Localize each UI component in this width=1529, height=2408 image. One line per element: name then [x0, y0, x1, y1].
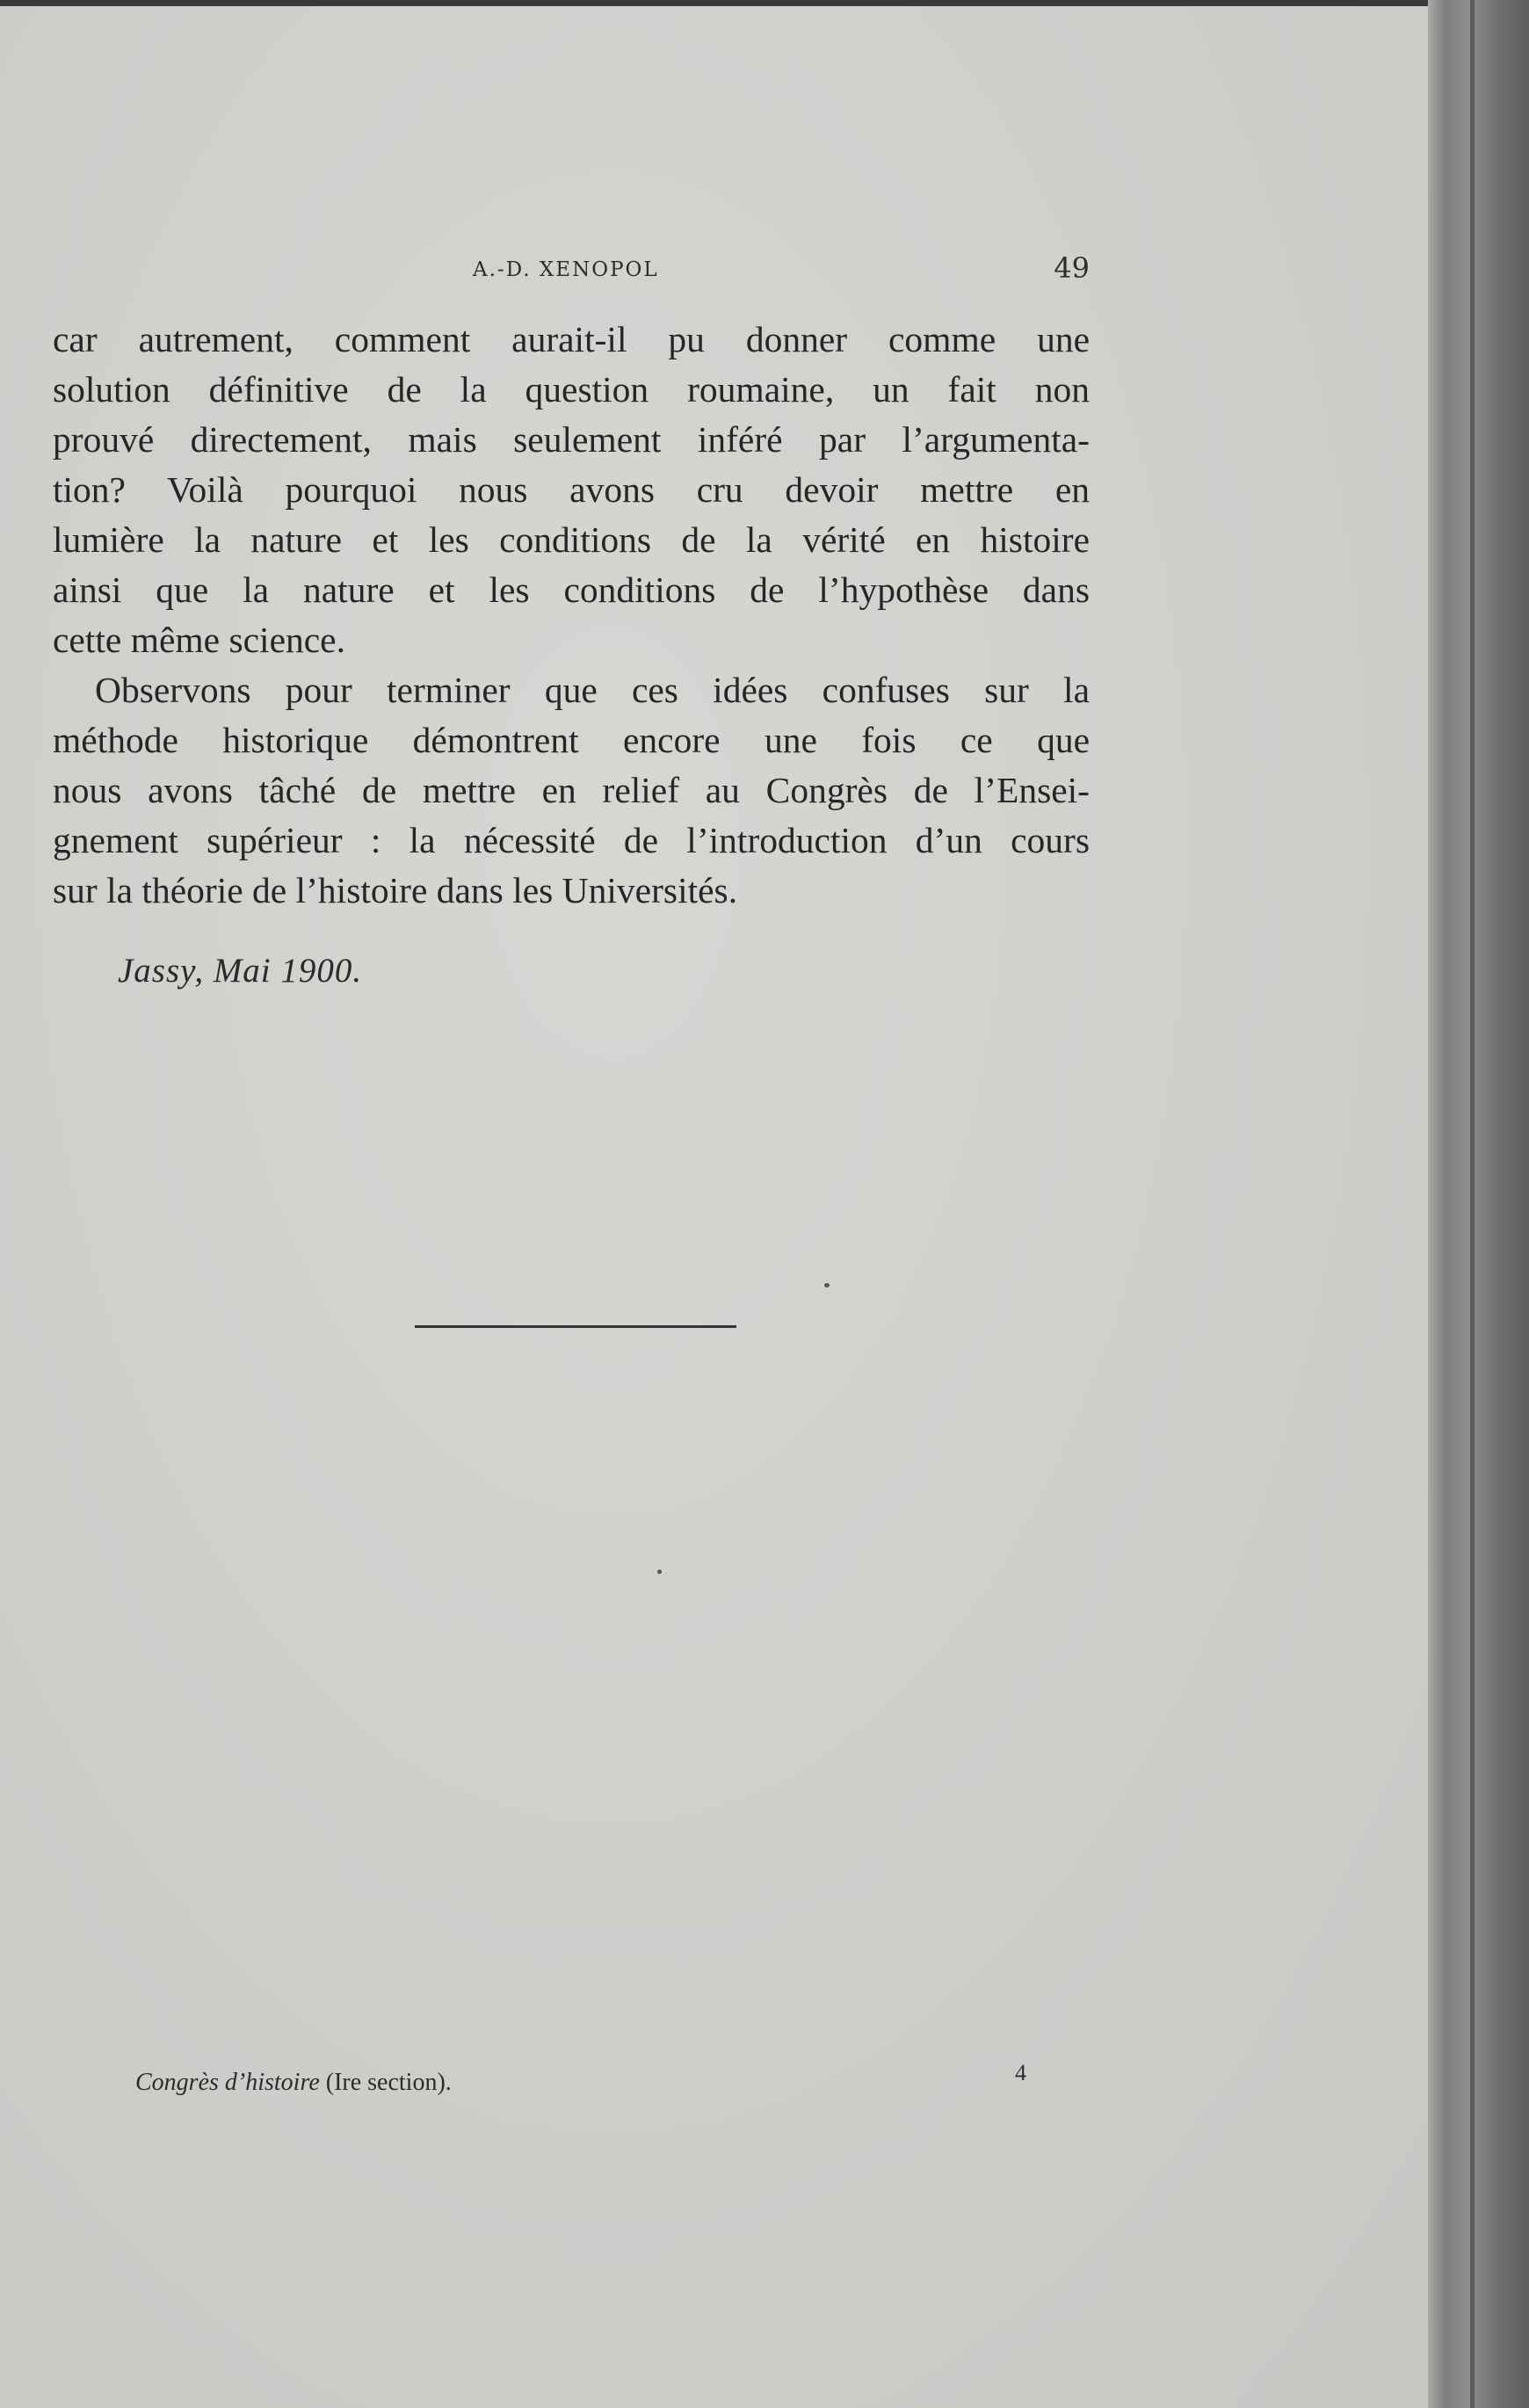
paragraph-2 — [53, 665, 1090, 916]
paper-speck — [657, 1570, 662, 1574]
text-line: prouvé directement, mais seulement inféré par l’argumenta- — [53, 419, 1090, 460]
text-line: gnement supérieur : la nécessité de l’introduction d’un cours — [53, 820, 1090, 860]
text-line: car autrement, comment aurait-il pu donner comme une — [53, 319, 1090, 359]
text-line: sur la théorie de l’histoire dans les Universités. — [53, 870, 738, 910]
book-spine — [1428, 0, 1529, 2408]
text-line: ainsi que la nature et les conditions de l’hypothèse dans — [53, 569, 1090, 610]
running-head — [53, 251, 1090, 290]
page-top-edge — [0, 0, 1529, 6]
text-line: lumière la nature et les conditions de la vérité en histoire — [53, 519, 1090, 560]
text-line: méthode historique démontrent encore une fois ce que — [53, 720, 1090, 760]
paragraph-1 — [53, 315, 1090, 665]
text-line: Observons pour terminer que ces idées confuses sur la — [95, 670, 1090, 710]
text-line: tion? Voilà pourquoi nous avons cru devoir mettre en — [53, 469, 1090, 510]
signature-mark-title: Congrès d’histoire — [135, 2069, 320, 2096]
signature-mark-section: (Ire section). — [325, 2069, 452, 2096]
text-line: cette même science. — [53, 620, 345, 660]
text-line: solution définitive de la question roumaine, un fait non — [53, 369, 1090, 410]
spine-fold-line — [1470, 0, 1475, 2408]
sheet-number: 4 — [1015, 2060, 1026, 2085]
body-text — [53, 315, 1090, 916]
place-date-signature: Jassy, Mai 1900. — [118, 952, 363, 990]
page-number: 49 — [1054, 251, 1090, 285]
end-rule — [415, 1325, 736, 1328]
signature-mark — [135, 2069, 452, 2097]
running-head-author: A.-D. XENOPOL — [473, 258, 659, 281]
text-line: nous avons tâché de mettre en relief au Congrès de l’Ensei- — [53, 770, 1090, 810]
paper-speck — [824, 1283, 830, 1287]
